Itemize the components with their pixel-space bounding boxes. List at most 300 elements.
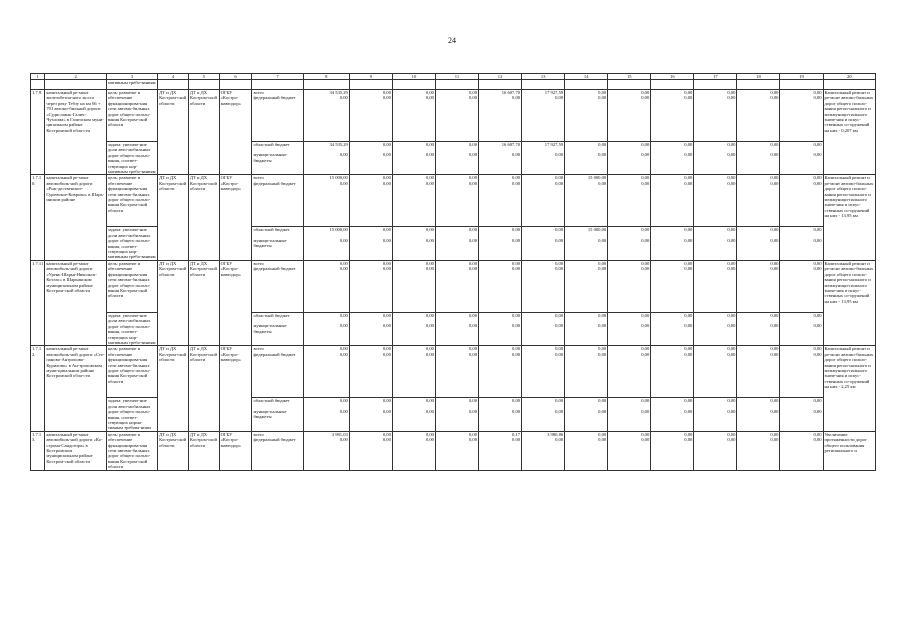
- amount-fed: 0,00: [555, 351, 564, 357]
- amount-fed: 0,00: [813, 437, 822, 443]
- row-goal: цель: развитие и обеспечение функционирова-ния сети автомо-бильных дорог общего пользо-вания Костром-ской области: [106, 90, 157, 142]
- amount-reg: 0,00: [641, 142, 650, 147]
- amount-cell: [349, 90, 392, 142]
- amount-total: 0,00: [339, 346, 348, 352]
- row-name: капитальный ре-монт автомобиль-ной дороги «Ко-строма-Сандогора» в Костромском муниципальном районе Костром-ской области: [45, 431, 107, 470]
- amount-total: 0,00: [468, 175, 478, 181]
- amount-total: 0,00: [512, 175, 521, 181]
- amount-total: 0,00: [425, 431, 434, 437]
- amount-reg: 0,00: [813, 227, 822, 233]
- amount-reg: 0,00: [684, 312, 693, 318]
- amount-cell: [651, 346, 694, 398]
- amount-total: 3 980,86: [547, 431, 564, 437]
- amount-cell: [780, 90, 823, 142]
- amount-cell: [392, 312, 435, 345]
- amount-cell: [392, 431, 435, 470]
- amount-total: 0,00: [339, 260, 348, 266]
- amount-reg: 0,00: [425, 142, 434, 147]
- amount-mun: 0,00: [684, 237, 693, 243]
- amount-cell: [780, 227, 823, 260]
- amount-total: 16 607,70: [501, 90, 521, 95]
- amount-fed: 0,00: [641, 351, 650, 357]
- amount-reg: 0,00: [425, 398, 434, 404]
- table-row: [31, 260, 876, 312]
- amount-fed: 0,00: [641, 437, 650, 443]
- amount-fed: 0,00: [598, 351, 607, 357]
- amount-total: 0,00: [382, 175, 391, 181]
- amount-mun: 0,00: [425, 237, 434, 243]
- amount-cell: [303, 90, 349, 142]
- table-cell: [823, 80, 875, 90]
- amount-fed: 0,00: [382, 437, 391, 443]
- amount-mun: 0,00: [684, 408, 693, 414]
- amount-reg: 0,00: [468, 227, 478, 233]
- amount-cell: [780, 431, 823, 470]
- table-row: [31, 90, 876, 142]
- amount-cell: [780, 175, 823, 227]
- amount-reg: 0,00: [770, 142, 779, 147]
- amount-reg: 0,00: [727, 227, 736, 233]
- table-cell: [651, 80, 694, 90]
- amount-fed: 0,00: [512, 437, 521, 443]
- amount-reg: 0,00: [555, 398, 564, 404]
- amount-mun: 0,00: [813, 408, 822, 414]
- amount-mun: 0,00: [727, 408, 736, 414]
- amount-cell: [349, 346, 392, 398]
- amount-fed: 0,00: [468, 266, 478, 272]
- amount-mun: 0,00: [770, 237, 779, 243]
- amount-reg: 0,00: [425, 312, 434, 318]
- row-goal: цель: развитие и обеспечение функционирова-ния сети автомо-бильных дорог общего пользо-вания Костром-ской области: [106, 260, 157, 312]
- column-number: 12: [479, 74, 522, 80]
- amount-cell: [479, 346, 522, 398]
- amount-cell: [565, 175, 608, 227]
- amount-cell: [565, 431, 608, 470]
- amount-fed: 0,00: [727, 95, 736, 101]
- row-result: Капитальный ремонт и ре-монт автомо-бильных дорог общего пользо-вания регио-нального и межмуници-пального значе-ния и искус-ственных со-оружений на них - 13,95 км: [823, 260, 875, 345]
- amount-mun: 0,00: [339, 237, 348, 243]
- amount-cell: [303, 142, 349, 175]
- label-reg: областной бюджет: [253, 312, 290, 318]
- amount-fed: 0,00: [339, 266, 348, 272]
- amount-mun: 0,00: [813, 323, 822, 329]
- amount-reg: 0,00: [684, 227, 693, 233]
- amount-total: 0,00: [641, 90, 650, 95]
- amount-reg: 0,00: [813, 312, 822, 318]
- amount-cell: [392, 90, 435, 142]
- column-number: 3: [106, 74, 157, 80]
- row-result: Капитальный ремонт и ре-монт автомо-бильных дорог общего пользо-вания регио-нального и межмуници-пального значе-ния и искус-ственных со-оружений на них - 13,95 км: [823, 175, 875, 260]
- amount-fed: 0,00: [684, 351, 693, 357]
- amount-cell: [737, 142, 780, 175]
- amount-total: 0,00: [770, 260, 779, 266]
- table-cell: [252, 80, 303, 90]
- amount-fed: 0,00: [727, 266, 736, 272]
- amount-cell: [392, 398, 435, 431]
- amount-cell: [435, 227, 478, 260]
- amount-total: 0,00: [382, 90, 391, 95]
- amount-cell: [303, 312, 349, 345]
- amount-fed: 0,00: [468, 180, 478, 186]
- amount-cell: [522, 227, 565, 260]
- row-number: 1.7.13.: [31, 431, 45, 470]
- amount-mun: 0,00: [512, 237, 521, 243]
- amount-mun: 0,00: [598, 152, 607, 158]
- label-fed: федеральный бюджет: [253, 95, 296, 101]
- amount-fed: 0,00: [555, 95, 564, 101]
- amount-mun: 0,00: [339, 152, 348, 158]
- table-cell: [694, 80, 737, 90]
- amount-cell: [349, 175, 392, 227]
- amount-mun: 0,00: [641, 152, 650, 158]
- amount-fed: 0,00: [555, 437, 564, 443]
- amount-total: 0,00: [598, 260, 607, 266]
- amount-fed: 0,00: [598, 437, 607, 443]
- row-task: задача: увеличе-ние доли авто-мобильных дорог общего пользо-вания, соответ-ствующих норма-тивным требова-ниям: [106, 398, 157, 431]
- amount-cell: [737, 398, 780, 431]
- row-coexecutor: ДТ и ДХ Костром-ской области: [188, 346, 219, 431]
- amount-fed: 0,00: [512, 180, 521, 186]
- column-number: 9: [349, 74, 392, 80]
- funding-source: [252, 312, 303, 345]
- table-row: [31, 175, 876, 227]
- amount-cell: [392, 260, 435, 312]
- amount-fed: 0,00: [382, 180, 391, 186]
- amount-cell: [737, 90, 780, 142]
- amount-total: 0,00: [813, 346, 822, 352]
- amount-total: 0,00: [770, 175, 779, 181]
- amount-reg: 0,00: [425, 227, 434, 233]
- amount-fed: 0,00: [468, 351, 478, 357]
- amount-cell: [349, 142, 392, 175]
- row-goal: цель: развитие и обеспечение функционирова-ния сети автомо-бильных дорог общего пользо-вания Костром-ской области: [106, 431, 157, 470]
- amount-total: 0,00: [382, 346, 391, 352]
- amount-mun: 0,00: [641, 237, 650, 243]
- amount-cell: [651, 227, 694, 260]
- amount-fed: 0,00: [339, 95, 348, 101]
- amount-total: 0,00: [684, 431, 693, 437]
- amount-total: 0,00: [813, 431, 822, 437]
- amount-mun: 0,00: [512, 152, 521, 158]
- row-result: Капитальный ремонт и ре-монт автомо-бильных дорог общего пользо-вания регио-нального и межмуници-пального значе-ния и искус-ственных со-оружений на них - 2,25 км: [823, 346, 875, 431]
- amount-total: 0,00: [555, 175, 564, 181]
- amount-mun: 0,00: [468, 408, 478, 414]
- amount-cell: [303, 175, 349, 227]
- row-result: Капитальный ремонт и ре-монт автомо-бильных дорог общего пользо-вания регио-нального и межмуници-пального значе-ния и искус-ственных со-оружений на них - 0,207 км: [823, 90, 875, 175]
- amount-cell: [694, 142, 737, 175]
- column-number: 16: [651, 74, 694, 80]
- amount-fed: 0,00: [555, 180, 564, 186]
- amount-cell: [349, 260, 392, 312]
- amount-reg: 0,00: [641, 227, 650, 233]
- amount-mun: 0,00: [598, 323, 607, 329]
- amount-fed: 0,00: [727, 180, 736, 186]
- amount-cell: [651, 431, 694, 470]
- amount-cell: [479, 142, 522, 175]
- amount-reg: 0,00: [339, 398, 348, 404]
- amount-reg: 15 000,00: [329, 227, 348, 233]
- amount-cell: [435, 312, 478, 345]
- column-number: 15: [608, 74, 651, 80]
- amount-mun: 0,00: [339, 323, 348, 329]
- table-cell: [435, 80, 478, 90]
- amount-cell: [392, 142, 435, 175]
- amount-reg: 17 927,59: [544, 142, 564, 147]
- amount-reg: 15 000,00: [587, 227, 607, 233]
- amount-mun: 0,00: [770, 323, 779, 329]
- amount-fed: 0,00: [813, 266, 822, 272]
- amount-cell: [651, 90, 694, 142]
- amount-cell: [479, 90, 522, 142]
- amount-cell: [694, 260, 737, 312]
- amount-cell: [349, 312, 392, 345]
- amount-fed: 0,00: [512, 351, 521, 357]
- amount-cell: [565, 346, 608, 398]
- amount-mun: 0,00: [512, 408, 521, 414]
- amount-cell: [608, 398, 651, 431]
- amount-total: 0,00: [598, 431, 607, 437]
- amount-reg: 0,00: [512, 227, 521, 233]
- row-number: 1.7.10.: [31, 175, 45, 260]
- amount-cell: [479, 227, 522, 260]
- row-participant: ОГБУ «Костро-мавтодор»: [219, 346, 252, 431]
- amount-cell: [522, 312, 565, 345]
- amount-total: 0,00: [641, 175, 650, 181]
- row-name: капитальный ре-монт автомобиль-ной дороги «Сте-паново-Антропово-Курилово» в Ан-троповском муни-ципальном районе Костромской обла-сти: [45, 346, 107, 431]
- column-number: 8: [303, 74, 349, 80]
- row-task: задача: увеличе-ние доли авто-мобильных дорог общего пользо-вания, соответ-ствующих нор-мативным требо-ваниям: [106, 227, 157, 260]
- amount-reg: 0,00: [468, 398, 478, 404]
- amount-cell: [392, 227, 435, 260]
- amount-mun: 0,00: [555, 408, 564, 414]
- amount-cell: [651, 260, 694, 312]
- label-total: всего: [253, 175, 264, 181]
- amount-reg: 0,00: [512, 312, 521, 318]
- amount-cell: [435, 398, 478, 431]
- amount-cell: [694, 90, 737, 142]
- table-cell: [45, 80, 107, 90]
- amount-mun: 0,00: [339, 408, 348, 414]
- row-executor: ДТ и ДХ Костром-ской области: [158, 90, 189, 175]
- amount-total: 15 000,00: [587, 175, 607, 181]
- table-cell: [349, 80, 392, 90]
- funding-source: [252, 346, 303, 398]
- table-cell: [188, 80, 219, 90]
- amount-reg: 0,00: [512, 398, 521, 404]
- table-cell: [303, 80, 349, 90]
- column-number: 4: [158, 74, 189, 80]
- amount-cell: [303, 227, 349, 260]
- amount-mun: 0,00: [598, 408, 607, 414]
- amount-mun: 0,00: [813, 237, 822, 243]
- amount-fed: 0,00: [598, 180, 607, 186]
- column-number: 6: [219, 74, 252, 80]
- column-number: 1: [31, 74, 45, 80]
- continuation-row: [31, 80, 876, 90]
- amount-mun: 0,00: [555, 237, 564, 243]
- amount-cell: [694, 431, 737, 470]
- budget-table: [30, 73, 876, 471]
- table-cell: [31, 80, 45, 90]
- amount-cell: [608, 227, 651, 260]
- label-fed: федеральный бюджет: [253, 180, 296, 186]
- label-mun: муници-пальные бюджеты: [253, 323, 287, 334]
- row-number: 1.7.12.: [31, 346, 45, 431]
- amount-reg: 0,00: [641, 312, 650, 318]
- amount-mun: 0,00: [512, 323, 521, 329]
- column-number: 2: [45, 74, 107, 80]
- amount-total: 0,00: [641, 431, 650, 437]
- amount-total: 0,00: [813, 260, 822, 266]
- amount-cell: [608, 142, 651, 175]
- amount-mun: 0,00: [684, 323, 693, 329]
- amount-total: 0,00: [770, 346, 779, 352]
- funding-source: [252, 90, 303, 142]
- amount-total: 0,00: [555, 346, 564, 352]
- amount-cell: [737, 312, 780, 345]
- amount-total: 15 000,00: [329, 175, 348, 181]
- amount-fed: 0,00: [770, 95, 779, 101]
- funding-source: [252, 431, 303, 470]
- amount-cell: [780, 312, 823, 345]
- amount-mun: 0,00: [382, 408, 391, 414]
- amount-cell: [780, 398, 823, 431]
- amount-fed: 0,00: [425, 95, 434, 101]
- amount-mun: 0,00: [468, 237, 478, 243]
- amount-total: 0,00: [555, 260, 564, 266]
- amount-mun: 0,00: [425, 408, 434, 414]
- amount-cell: [303, 398, 349, 431]
- column-number: 11: [435, 74, 478, 80]
- amount-reg: 0,00: [555, 312, 564, 318]
- amount-reg: 0,00: [382, 142, 391, 147]
- amount-cell: [694, 398, 737, 431]
- amount-reg: 0,00: [598, 142, 607, 147]
- amount-cell: [651, 398, 694, 431]
- amount-cell: [608, 260, 651, 312]
- row-coexecutor: ДТ и ДХ Костром-ской области: [188, 175, 219, 260]
- amount-total: 3 981,03: [331, 431, 348, 437]
- amount-cell: [479, 312, 522, 345]
- table-cell: [565, 80, 608, 90]
- amount-reg: 0,00: [598, 398, 607, 404]
- amount-total: 0,00: [727, 431, 736, 437]
- amount-cell: [694, 227, 737, 260]
- amount-reg: 0,00: [727, 398, 736, 404]
- row-coexecutor: ДТ и ДХ Костром-ской области: [188, 431, 219, 470]
- amount-reg: 0,00: [382, 227, 391, 233]
- column-number: 5: [188, 74, 219, 80]
- amount-cell: [780, 346, 823, 398]
- amount-fed: 0,00: [641, 95, 650, 101]
- amount-cell: [565, 312, 608, 345]
- column-number: 7: [252, 74, 303, 80]
- table-row: [31, 346, 876, 398]
- amount-cell: [565, 260, 608, 312]
- amount-fed: 0,00: [382, 266, 391, 272]
- amount-cell: [479, 260, 522, 312]
- row-name: капитальный ре-монт железобетон-ного моста через реку Тебзу на км 66 + 701 автомо-бильной дороги «Судиславль-Галич-Чухлома» в Галичском муни-ципальном районе Костромской обла-сти: [45, 90, 107, 175]
- continuation-text: мативным требо-ваниям: [106, 80, 157, 90]
- row-participant: ОГБУ «Костро-мавтодор»: [219, 431, 252, 470]
- amount-total: 0,00: [425, 90, 434, 95]
- amount-reg: 0,00: [813, 398, 822, 404]
- row-number: 1.7.9.: [31, 90, 45, 175]
- amount-fed: 0,00: [598, 95, 607, 101]
- amount-reg: 0,00: [684, 142, 693, 147]
- amount-cell: [479, 431, 522, 470]
- amount-cell: [522, 260, 565, 312]
- amount-cell: [303, 431, 349, 470]
- amount-total: 0,00: [468, 346, 478, 352]
- amount-cell: [694, 312, 737, 345]
- amount-total: 0,00: [813, 175, 822, 181]
- amount-total: 0,00: [813, 90, 822, 95]
- table-cell: [737, 80, 780, 90]
- table-cell: [780, 80, 823, 90]
- amount-fed: 0,00: [813, 180, 822, 186]
- amount-cell: [694, 346, 737, 398]
- amount-cell: [435, 431, 478, 470]
- amount-fed: 0,00: [770, 180, 779, 186]
- amount-fed: 0,00: [555, 266, 564, 272]
- row-executor: ДТ и ДХ Костром-ской области: [158, 260, 189, 345]
- amount-total: 0,00: [727, 346, 736, 352]
- amount-total: 0,17: [512, 431, 521, 437]
- row-goal: цель: развитие и обеспечение функционирова-ния сети автомо-бильных дорог общего пользо-вания Костром-ской области: [106, 175, 157, 227]
- label-total: всего: [253, 90, 264, 95]
- label-mun: муници-пальные бюджеты: [253, 408, 287, 420]
- amount-mun: 0,00: [425, 323, 434, 329]
- amount-reg: 0,00: [382, 398, 391, 404]
- amount-mun: 0,00: [641, 408, 650, 414]
- row-participant: ОГБУ «Костро-мавтодор»: [219, 175, 252, 260]
- amount-cell: [349, 431, 392, 470]
- amount-cell: [303, 346, 349, 398]
- amount-mun: 0,00: [727, 237, 736, 243]
- amount-reg: 0,00: [727, 142, 736, 147]
- column-number: 14: [565, 74, 608, 80]
- amount-fed: 0,00: [339, 437, 348, 443]
- funding-source: [252, 142, 303, 175]
- amount-cell: [565, 142, 608, 175]
- table-cell: [479, 80, 522, 90]
- amount-cell: [565, 90, 608, 142]
- amount-cell: [392, 175, 435, 227]
- amount-total: 0,00: [425, 346, 434, 352]
- amount-cell: [435, 346, 478, 398]
- column-number: 20: [823, 74, 875, 80]
- row-task: задача: увеличе-ние доли авто-мобильных дорог общего пользо-вания, соответ-ствующих нор-мативным требо-ваниям: [106, 312, 157, 345]
- amount-total: 0,00: [468, 260, 478, 266]
- amount-total: 0,00: [512, 260, 521, 266]
- amount-total: 0,00: [382, 431, 391, 437]
- amount-fed: 0,00: [770, 437, 779, 443]
- amount-fed: 0,00: [684, 437, 693, 443]
- amount-fed: 0,00: [339, 351, 348, 357]
- label-total: всего: [253, 431, 264, 437]
- table-row: [31, 431, 876, 470]
- amount-total: 17 927,59: [544, 90, 564, 95]
- amount-mun: 0,00: [555, 323, 564, 329]
- amount-fed: 0,00: [813, 351, 822, 357]
- amount-reg: 0,00: [684, 398, 693, 404]
- amount-cell: [392, 346, 435, 398]
- amount-fed: 0,00: [727, 351, 736, 357]
- amount-reg: 0,00: [468, 142, 478, 147]
- amount-reg: 0,00: [770, 398, 779, 404]
- row-result: Увеличение протяженности дорог общего пользования регионального и: [823, 431, 875, 470]
